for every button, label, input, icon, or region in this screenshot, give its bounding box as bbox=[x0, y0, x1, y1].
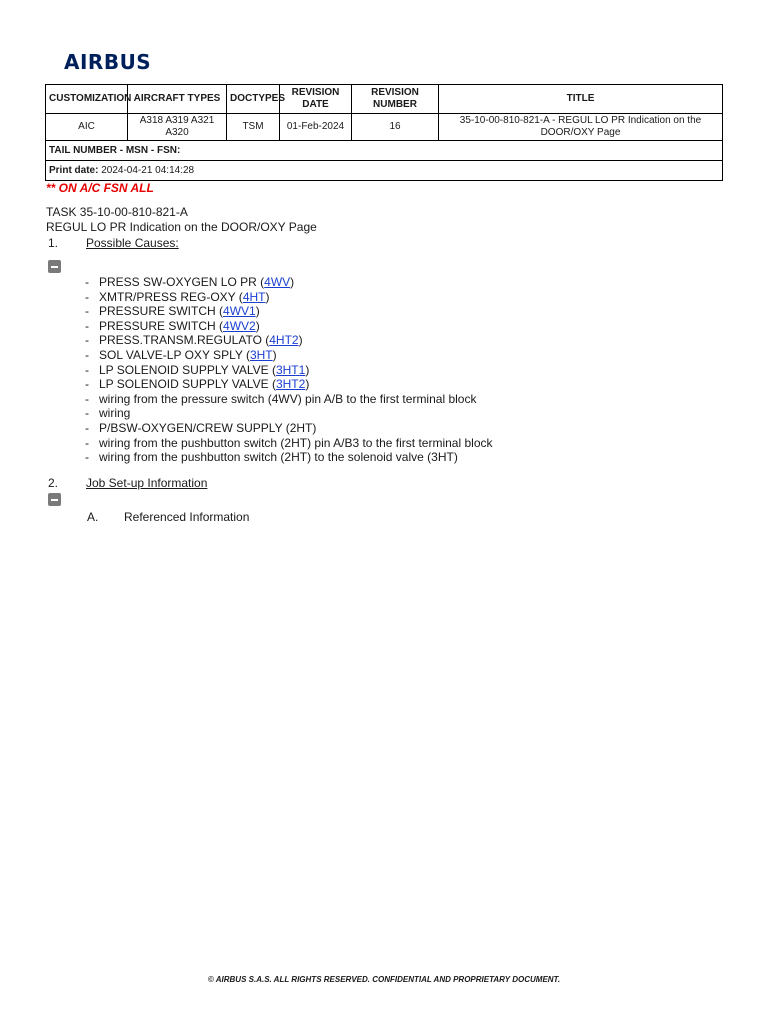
print-date-row bbox=[46, 161, 723, 181]
airbus-logo: AIRBUS bbox=[64, 50, 152, 74]
doctypes-value: TSM bbox=[227, 114, 280, 141]
reference-link[interactable]: 4HT bbox=[242, 289, 266, 304]
reference-link[interactable]: 3HT bbox=[249, 347, 273, 362]
col-doctypes: DOCTYPES bbox=[227, 85, 280, 114]
list-item: - PRESS.TRANSM.REGULATO (4HT2) bbox=[85, 333, 303, 348]
list-item: - LP SOLENOID SUPPLY VALVE (3HT1) bbox=[85, 362, 310, 377]
list-item: - wiring from the pushbutton switch (2HT) pin A/B3 to the first terminal block bbox=[85, 435, 493, 450]
reference-link[interactable]: 3HT1 bbox=[275, 362, 306, 377]
possible-causes-list bbox=[85, 275, 493, 465]
col-revision-date: REVISION DATE bbox=[280, 85, 352, 114]
print-date-value: 2024-04-21 04:14:28 bbox=[101, 164, 195, 176]
col-revision-number: REVISION NUMBER bbox=[352, 85, 439, 114]
list-item: - PRESSURE SWITCH (4WV2) bbox=[85, 318, 260, 333]
document-header-table bbox=[45, 84, 723, 181]
reference-link[interactable]: 4WV1 bbox=[223, 304, 256, 319]
collapse-icon[interactable] bbox=[48, 493, 61, 506]
task-id: TASK 35-10-00-810-821-A bbox=[46, 205, 188, 219]
reference-link[interactable]: 3HT2 bbox=[275, 377, 306, 392]
task-header bbox=[46, 205, 317, 235]
list-item: - wiring bbox=[85, 406, 131, 421]
header-row bbox=[46, 85, 723, 114]
section-number: 2. bbox=[48, 476, 59, 490]
reference-link[interactable]: 4WV bbox=[264, 275, 291, 289]
task-title: REGUL LO PR Indication on the DOOR/OXY Page bbox=[46, 220, 317, 234]
list-item: - PRESS SW-OXYGEN LO PR (4WV) bbox=[85, 275, 295, 289]
list-item: - wiring from the pushbutton switch (2HT) to the solenoid valve (3HT) bbox=[85, 450, 458, 465]
section-title: Job Set-up Information bbox=[86, 476, 208, 490]
revision-number-value: 16 bbox=[352, 114, 439, 141]
print-date-label: Print date: bbox=[49, 164, 99, 176]
list-item: - PRESSURE SWITCH (4WV1) bbox=[85, 304, 260, 319]
collapse-icon[interactable] bbox=[48, 260, 61, 273]
col-title: TITLE bbox=[439, 85, 723, 114]
reference-link[interactable]: 4HT2 bbox=[269, 333, 299, 348]
reference-link[interactable]: 4WV2 bbox=[223, 318, 256, 333]
tail-number-label: TAIL NUMBER - MSN - FSN: bbox=[49, 144, 181, 156]
values-row bbox=[46, 114, 723, 141]
title-value: 35-10-00-810-821-A - REGUL LO PR Indication on the DOOR/OXY Page bbox=[439, 114, 723, 141]
section-number: 1. bbox=[48, 236, 59, 250]
section-title: Possible Causes: bbox=[86, 236, 179, 250]
list-item: - LP SOLENOID SUPPLY VALVE (3HT2) bbox=[85, 377, 310, 392]
copyright-footer: © AIRBUS S.A.S. ALL RIGHTS RESERVED. CONFIDENTIAL AND PROPRIETARY DOCUMENT. bbox=[207, 975, 561, 984]
subsection-letter: A. bbox=[87, 510, 99, 524]
list-item: - wiring from the pressure switch (4WV) pin A/B to the first terminal block bbox=[85, 391, 477, 406]
list-item: - XMTR/PRESS REG-OXY (4HT) bbox=[85, 289, 270, 304]
revision-date-value: 01-Feb-2024 bbox=[280, 114, 352, 141]
list-item: - P/BSW-OXYGEN/CREW SUPPLY (2HT) bbox=[85, 420, 317, 435]
tail-number-row bbox=[46, 141, 723, 161]
aircraft-types-value: A318 A319 A321 A320 bbox=[128, 114, 227, 141]
customization-value: AIC bbox=[46, 114, 128, 141]
subsection-title: Referenced Information bbox=[124, 510, 250, 524]
effectivity-note: ** ON A/C FSN ALL bbox=[46, 181, 154, 195]
col-customization: CUSTOMIZATION bbox=[46, 85, 128, 114]
list-item: - SOL VALVE-LP OXY SPLY (3HT) bbox=[85, 347, 277, 362]
subsection-referenced-information bbox=[87, 510, 250, 525]
col-aircraft-types: AIRCRAFT TYPES bbox=[128, 85, 227, 114]
